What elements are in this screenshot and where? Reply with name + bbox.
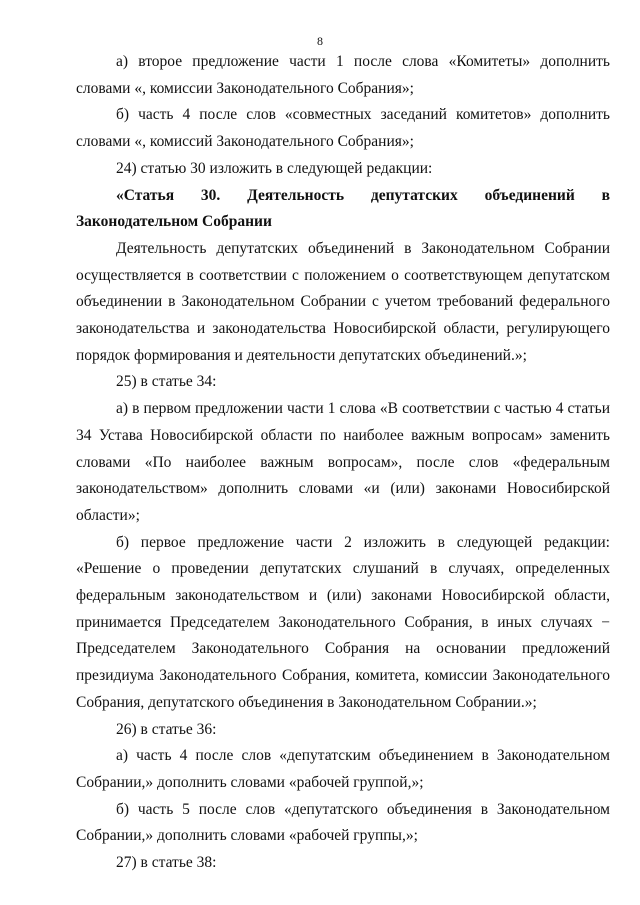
page-number: 8	[317, 34, 323, 48]
paragraph-24: 24) статью 30 изложить в следующей редакции:	[116, 159, 433, 177]
document-body	[76, 49, 610, 877]
paragraph-26b: б) часть 5 после слов «депутатского объединения в Законодательном Собрании,» дополнить словами «рабочей группы,»;	[76, 800, 610, 845]
paragraph-27: 27) в статье 38:	[116, 854, 217, 872]
paragraph-23a: а) второе предложение части 1 после слова «Комитеты» дополнить словами «, комиссии Законодательного Собрания»;	[76, 53, 610, 97]
paragraph-25: 25) в статье 34:	[116, 373, 217, 391]
article-30-body: Деятельность депутатских объединений в Законодательном Собрании осуществляется в соответствии с положением о соответствующем депутатском объединении в Законодательном Собрании с учетом требований федерального законодательства и законодательства Новосибирской области, регулирующего порядок формирования и деятельности депутатских объединений.»;	[76, 239, 610, 364]
paragraph-23b: б) часть 4 после слов «совместных заседаний комитетов» дополнить словами «, комиссий Законодательного Собрания»;	[76, 106, 610, 151]
article-30-heading: «Статья 30. Деятельность депутатских объединений в Законодательном Собрании	[76, 186, 610, 231]
paragraph-25b: б) первое предложение части 2 изложить в следующей редакции: «Решение о проведении депутатских слушаний в случаях, определенных федеральным законодательством и (или) законами Новосибирской области, принимается Председателем Законодательного Собрания, в иных случаях − Председателем Законодательного Собрания на основании предложений президиума Законодательного Собрания, комитета, комиссии Законодательного Собрания, депутатского объединения в Законодательном Собрании.»;	[76, 533, 610, 711]
paragraph-25a: а) в первом предложении части 1 слова «В соответствии с частью 4 статьи 34 Устава Новосибирской области по наиболее важным вопросам» заменить словами «По наиболее важным вопросам», после слов «федеральным законодательством» дополнить словами «и (или) законами Новосибирской области»;	[76, 400, 610, 524]
paragraph-26: 26) в статье 36:	[116, 720, 217, 738]
paragraph-26a: а) часть 4 после слов «депутатским объединением в Законодательном Собрании,» дополнить словами «рабочей группой,»;	[76, 747, 610, 791]
